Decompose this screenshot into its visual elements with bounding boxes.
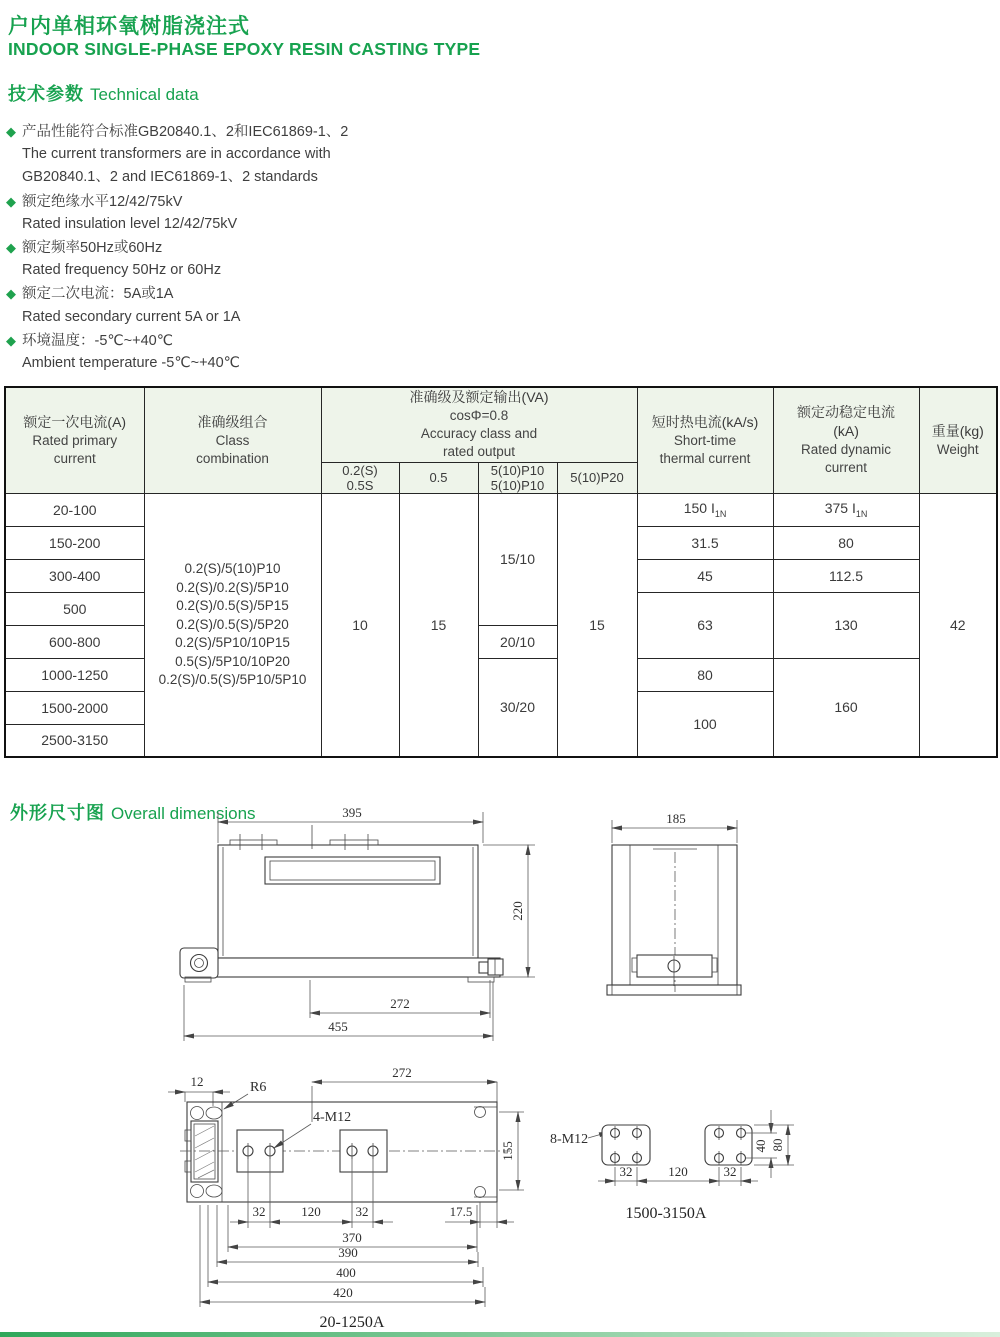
dim-label: 155: [500, 1141, 515, 1161]
cell-primary-current: 600-800: [5, 625, 144, 658]
spec-line-zh: [6, 190, 348, 213]
dim-label: 17.5: [449, 1204, 473, 1219]
cell-primary-current: 1500-2000: [5, 691, 144, 724]
dim-label: 420: [333, 1285, 353, 1300]
section-overall-dimensions-zh: 外形尺寸图: [10, 803, 105, 823]
page-title-chinese: 户内单相环氧树脂浇注式: [8, 15, 250, 38]
drawing-front-view: [180, 805, 535, 1041]
spec-line-en: Rated insulation level 12/42/75kV: [22, 215, 238, 232]
col-header-thermal-current: 短时热电流(kA/s) Short-time thermal current: [637, 387, 773, 493]
spec-line-zh: [6, 329, 348, 352]
dim-label: 32: [355, 1204, 369, 1219]
dim-label: 32: [723, 1164, 737, 1179]
subcol-5p20: 5(10)P20: [557, 462, 637, 493]
dim-label: 80: [770, 1138, 785, 1152]
diamond-bullet-icon: ◆: [6, 286, 16, 302]
dim-label: 120: [301, 1204, 321, 1219]
dim-label: 272: [392, 1065, 412, 1080]
spec-line-zh: [6, 236, 348, 259]
cell-dynamic: 160: [773, 658, 919, 757]
cell-va-5p10: 30/20: [478, 658, 557, 757]
dim-label: 400: [336, 1265, 356, 1280]
diamond-bullet-icon: ◆: [6, 332, 16, 348]
spec-line-en: Ambient temperature -5℃~+40℃: [22, 354, 240, 371]
cell-thermal: 63: [637, 592, 773, 658]
dim-label: 12: [190, 1074, 204, 1089]
drawing-caption: 20-1250A: [319, 1314, 385, 1331]
section-technical-data-en: Technical data: [90, 85, 199, 104]
cell-thermal: 31.5: [637, 526, 773, 559]
spec-text: 额定频率50Hz或60Hz: [22, 239, 163, 256]
cell-weight: 42: [919, 493, 997, 757]
dim-label: R6: [250, 1080, 267, 1095]
table-header-row-1: [5, 387, 997, 462]
cell-dynamic: 112.5: [773, 559, 919, 592]
diamond-bullet-icon: ◆: [6, 124, 16, 139]
dim-label: 220: [510, 901, 525, 921]
dim-label: 185: [666, 811, 686, 826]
cell-primary-current: 1000-1250: [5, 658, 144, 691]
dim-label: 8-M12: [550, 1132, 589, 1147]
page-title-english: INDOOR SINGLE-PHASE EPOXY RESIN CASTING TYPE: [8, 39, 481, 59]
cell-dynamic: 80: [773, 526, 919, 559]
drawing-terminal-pads: [550, 1110, 794, 1222]
cell-primary-current: 500: [5, 592, 144, 625]
ratings-table: [4, 386, 998, 758]
cell-primary-current: 300-400: [5, 559, 144, 592]
section-overall-dimensions-en: Overall dimensions: [111, 804, 256, 823]
cell-va-02s: 10: [321, 493, 399, 757]
cell-dynamic: 130: [773, 592, 919, 658]
diamond-bullet-icon: ◆: [6, 239, 16, 255]
spec-line-en: Rated frequency 50Hz or 60Hz: [22, 262, 222, 279]
subcol-02s: 0.2(S) 0.5S: [321, 462, 399, 493]
footer-accent-bar: [0, 1332, 1000, 1337]
cell-primary-current: 2500-3150: [5, 724, 144, 757]
table-row: [5, 493, 997, 526]
spec-line-zh: [6, 282, 348, 305]
dim-label: 40: [753, 1139, 768, 1153]
spec-line-zh: [6, 120, 348, 143]
spec-line-en: Rated secondary current 5A or 1A: [22, 308, 241, 325]
dim-label: 390: [338, 1245, 358, 1260]
dim-label: 395: [342, 805, 362, 820]
dim-label: 455: [328, 1019, 348, 1034]
cell-va-5p10: 20/10: [478, 625, 557, 658]
technical-specs-list: [6, 120, 348, 375]
col-header-dynamic-current: 额定动稳定电流 (kA) Rated dynamic current: [773, 387, 919, 493]
cell-thermal: 100: [637, 691, 773, 757]
subcol-5p10: 5(10)P10 5(10)P10: [478, 462, 557, 493]
col-header-primary-current: 额定一次电流(A) Rated primary current: [5, 387, 144, 493]
drawing-bottom-view: [168, 1065, 524, 1331]
cell-primary-current: 150-200: [5, 526, 144, 559]
col-header-weight: 重量(kg) Weight: [919, 387, 997, 493]
cell-va-5p20: 15: [557, 493, 637, 757]
cell-thermal: 150 $I_{1N}$: [637, 493, 773, 526]
cell-dynamic: 375 $I_{1N}$: [773, 493, 919, 526]
cell-class-combination: 0.2(S)/5(10)P10 0.2(S)/0.2(S)/5P10 0.2(S)/0.5(S)/5P15 0.2(S)/0.5(S)/5P20 0.2(S)/5P10/10P15 0.5(S)/5P10/10P20 0.2(S)/0.5(S)/5P10/5P10: [144, 493, 321, 757]
subcol-05: 0.5: [399, 462, 478, 493]
cell-primary-current: 20-100: [5, 493, 144, 526]
cell-thermal: 80: [637, 658, 773, 691]
dim-label: 272: [390, 996, 410, 1011]
col-header-class-combination: 准确级组合 Class combination: [144, 387, 321, 493]
section-technical-data-zh: 技术参数: [8, 84, 84, 104]
drawing-side-view: [607, 811, 741, 995]
spec-text: 额定二次电流：5A或1A: [22, 286, 174, 303]
dimension-drawings: [0, 795, 1000, 1337]
cell-va-05: 15: [399, 493, 478, 757]
diamond-bullet-icon: ◆: [6, 193, 16, 209]
cell-va-5p10: 15/10: [478, 493, 557, 625]
spec-text: 额定绝缘水平12/42/75kV: [22, 193, 183, 210]
dim-label: 32: [619, 1164, 633, 1179]
spec-text: 环境温度：-5℃~+40℃: [22, 332, 174, 349]
cell-thermal: 45: [637, 559, 773, 592]
dim-label: 4-M12: [313, 1110, 352, 1125]
spec-line-en: The current transformers are in accordance with: [22, 146, 331, 163]
col-header-accuracy-output: 准确级及额定输出(VA) cosΦ=0.8 Accuracy class and rated output: [321, 387, 637, 462]
spec-text: 产品性能符合标准GB20840.1、2和IEC61869-1、2: [22, 124, 349, 140]
dim-label: 370: [342, 1230, 362, 1245]
drawing-caption: 1500-3150A: [625, 1205, 707, 1222]
dim-label: 120: [668, 1164, 688, 1179]
dim-label: 32: [252, 1204, 266, 1219]
section-technical-data: [8, 80, 199, 106]
spec-line-en: GB20840.1、2 and IEC61869-1、2 standards: [22, 169, 318, 186]
